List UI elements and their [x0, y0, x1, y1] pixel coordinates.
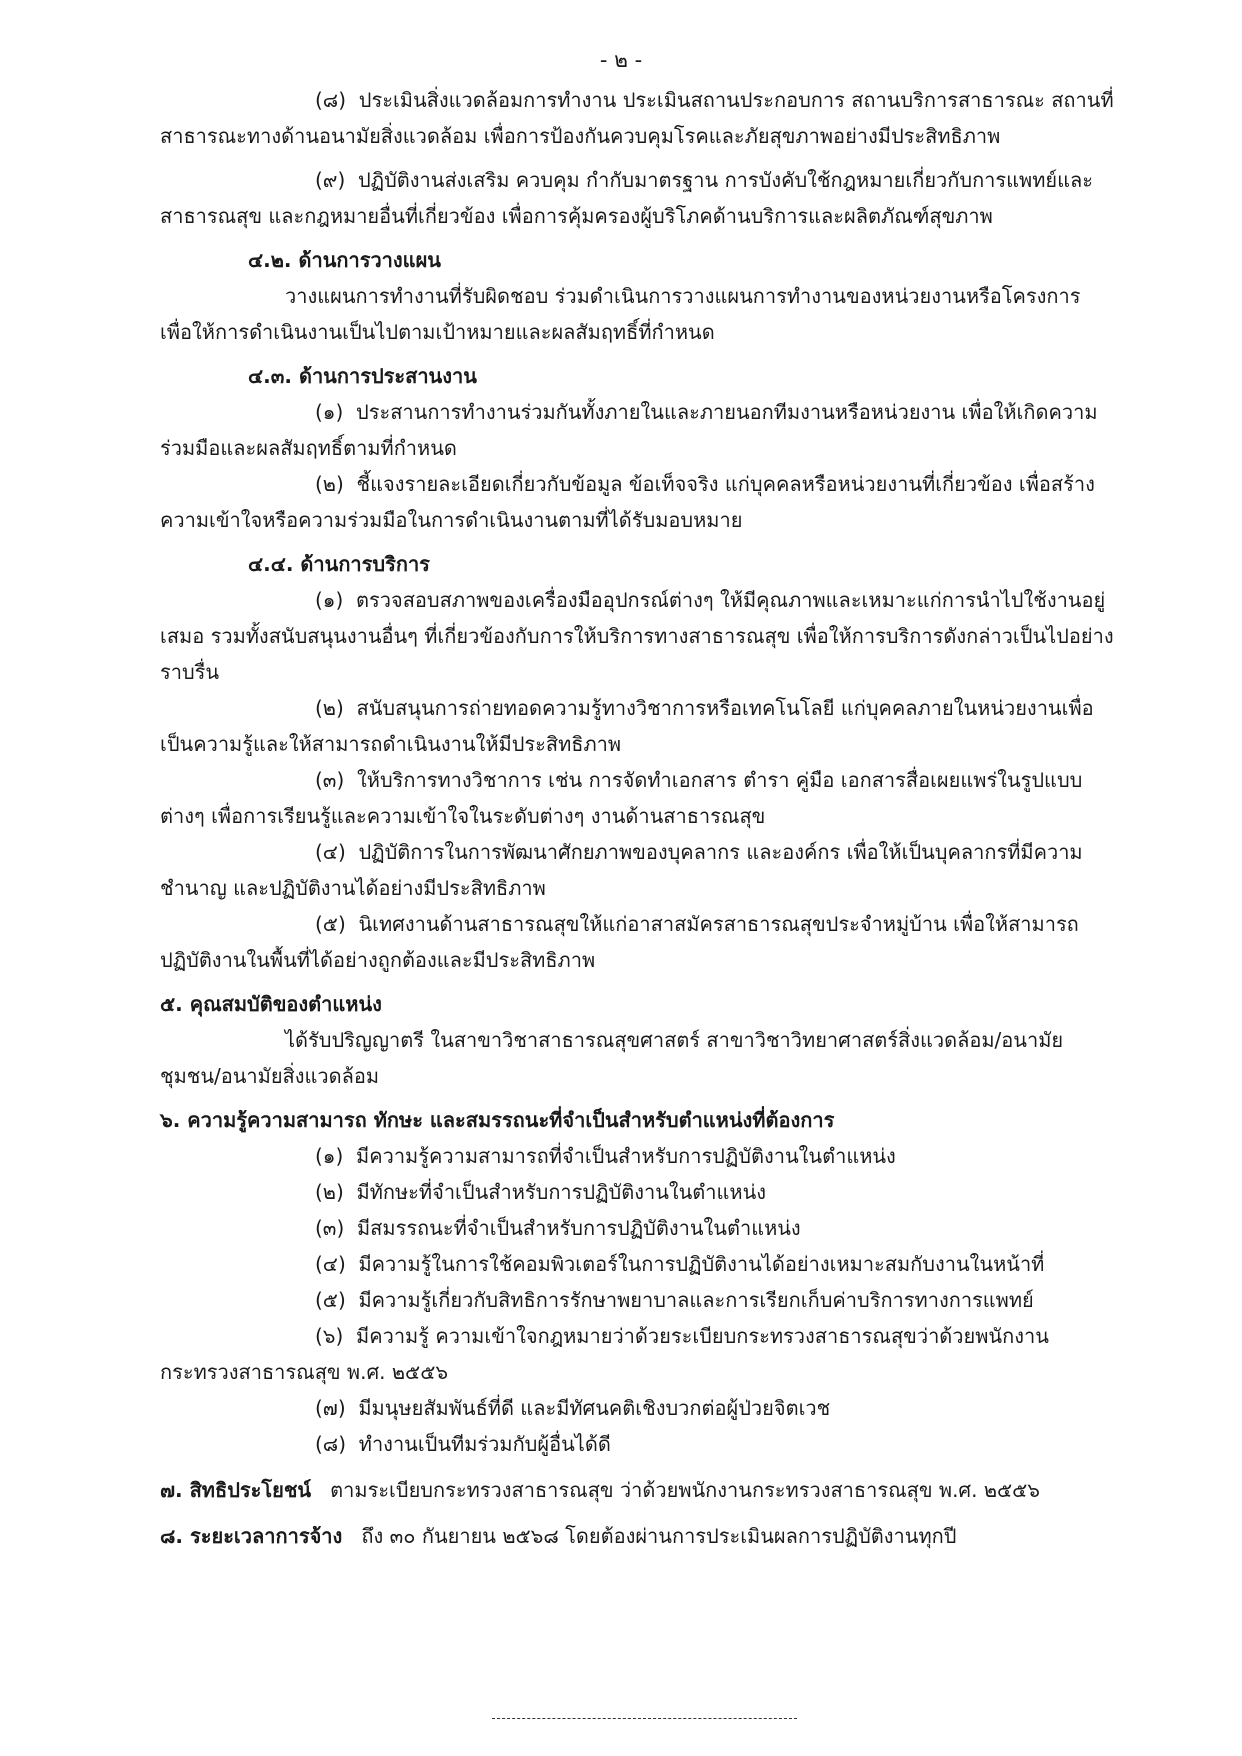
section-text-7: ตามระเบียบกระทรวงสาธารณสุข ว่าด้วยพนักงานกระทรวงสาธารณสุข พ.ศ. ๒๕๕๖ [330, 1478, 1040, 1502]
section-heading-7: ๗. สิทธิประโยชน์ [160, 1478, 312, 1502]
section-7 [160, 1472, 1115, 1508]
service-item-5: (๕) นิเทศงานด้านสาธารณสุขให้แก่อาสาสมัครสาธารณสุขประจำหมู่บ้าน เพื่อให้สามารถปฏิบัติงานในพื้นที่ได้อย่างถูกต้องและมีประสิทธิภาพ [160, 912, 1079, 972]
skill-item-4: (๔) มีความรู้ในการใช้คอมพิวเตอร์ในการปฏิบัติงานได้อย่างเหมาะสมกับงานในหน้าที่ [315, 1252, 1045, 1276]
document-body [160, 82, 1115, 1554]
service-item-4: (๔) ปฏิบัติการในการพัฒนาศักยภาพของบุคลากร และองค์กร เพื่อให้เป็นบุคลากรที่มีความชำนาญ และปฏิบัติงานได้อย่างมีประสิทธิภาพ [160, 840, 1083, 900]
section-text-4-2: วางแผนการทำงานที่รับผิดชอบ ร่วมดำเนินการวางแผนการทำงานของหน่วยงานหรือโครงการ เพื่อให้การดำเนินงานเป็นไปตามเป้าหมายและผลสัมฤทธิ์ที่กำหนด [160, 284, 1081, 344]
duty-item-9: (๙) ปฏิบัติงานส่งเสริม ควบคุม กำกับมาตรฐาน การบังคับใช้กฎหมายเกี่ยวกับการแพทย์และสาธารณสุข และกฎหมายอื่นที่เกี่ยวข้อง เพื่อการคุ้มครองผู้บริโภคด้านบริการและผลิตภัณฑ์สุขภาพ [160, 168, 1094, 228]
skill-item-3: (๓) มีสมรรถนะที่จำเป็นสำหรับการปฏิบัติงานในตำแหน่ง [315, 1216, 801, 1240]
coordination-item-1: (๑) ประสานการทำงานร่วมกันทั้งภายในและภายนอกทีมงานหรือหน่วยงาน เพื่อให้เกิดความร่วมมือและผลสัมฤทธิ์ตามที่กำหนด [160, 400, 1098, 460]
page-number: - ๒ - [599, 48, 643, 72]
section-text-5: ได้รับปริญญาตรี ในสาขาวิชาสาธารณสุขศาสตร์ สาขาวิชาวิทยาศาสตร์สิ่งแวดล้อม/อนามัยชุมชน/อนามัยสิ่งแวดล้อม [160, 1028, 1064, 1088]
skill-item-2: (๒) มีทักษะที่จำเป็นสำหรับการปฏิบัติงานในตำแหน่ง [315, 1180, 767, 1204]
service-item-3: (๓) ให้บริการทางวิชาการ เช่น การจัดทำเอกสาร ตำรา คู่มือ เอกสารสื่อเผยแพร่ในรูปแบบต่างๆ เพื่อการเรียนรู้และความเข้าใจในระดับต่างๆ งานด้านสาธารณสุข [160, 768, 1083, 828]
section-heading-6: ๖. ความรู้ความสามารถ ทักษะ และสมรรถนะที่จำเป็นสำหรับตำแหน่งที่ต้องการ [160, 1108, 835, 1132]
duty-item-8: (๘) ประเมินสิ่งแวดล้อมการทำงาน ประเมินสถานประกอบการ สถานบริการสาธารณะ สถานที่สาธารณะทางด้านอนามัยสิ่งแวดล้อม เพื่อการป้องกันควบคุมโรคและภัยสุขภาพอย่างมีประสิทธิภาพ [160, 88, 1114, 148]
service-item-2: (๒) สนับสนุนการถ่ายทอดความรู้ทางวิชาการหรือเทคโนโลยี แก่บุคคลภายในหน่วยงานเพื่อเป็นความรู้และให้สามารถดำเนินงานให้มีประสิทธิภาพ [160, 696, 1094, 756]
section-heading-8: ๘. ระยะเวลาการจ้าง [160, 1524, 343, 1548]
section-heading-4-2: ๔.๒. ด้านการวางแผน [248, 248, 441, 272]
section-heading-4-4: ๔.๔. ด้านการบริการ [248, 552, 430, 576]
service-item-1: (๑) ตรวจสอบสภาพของเครื่องมืออุปกรณ์ต่างๆ ให้มีคุณภาพและเหมาะแก่การนำไปใช้งานอยู่เสมอ รวมทั้งสนับสนุนงานอื่นๆ ที่เกี่ยวข้องกับการให้บริการทางสาธารณสุข เพื่อให้การบริการดังกล่าวเป็นไปอย่างราบรื่น [160, 588, 1114, 684]
section-8 [160, 1518, 1115, 1554]
section-heading-5: ๕. คุณสมบัติของตำแหน่ง [160, 992, 382, 1016]
end-divider [492, 1718, 797, 1719]
skill-item-6: (๖) มีความรู้ ความเข้าใจกฎหมายว่าด้วยระเบียบกระทรวงสาธารณสุขว่าด้วยพนักงานกระทรวงสาธารณสุข พ.ศ. ๒๕๕๖ [160, 1324, 1049, 1384]
section-text-8: ถึง ๓๐ กันยายน ๒๕๖๘ โดยต้องผ่านการประเมินผลการปฏิบัติงานทุกปี [361, 1524, 957, 1548]
skill-item-8: (๘) ทำงานเป็นทีมร่วมกับผู้อื่นได้ดี [315, 1432, 611, 1456]
skill-item-5: (๕) มีความรู้เกี่ยวกับสิทธิการรักษาพยาบาลและการเรียกเก็บค่าบริการทางการแพทย์ [315, 1288, 1034, 1312]
coordination-item-2: (๒) ชี้แจงรายละเอียดเกี่ยวกับข้อมูล ข้อเท็จจริง แก่บุคคลหรือหน่วยงานที่เกี่ยวข้อง เพื่อสร้างความเข้าใจหรือความร่วมมือในการดำเนินงานตามที่ได้รับมอบหมาย [160, 472, 1095, 532]
skill-item-7: (๗) มีมนุษยสัมพันธ์ที่ดี และมีทัศนคติเชิงบวกต่อผู้ป่วยจิตเวช [315, 1396, 831, 1420]
skill-item-1: (๑) มีความรู้ความสามารถที่จำเป็นสำหรับการปฏิบัติงานในตำแหน่ง [315, 1144, 896, 1168]
section-heading-4-3: ๔.๓. ด้านการประสานงาน [248, 364, 477, 388]
